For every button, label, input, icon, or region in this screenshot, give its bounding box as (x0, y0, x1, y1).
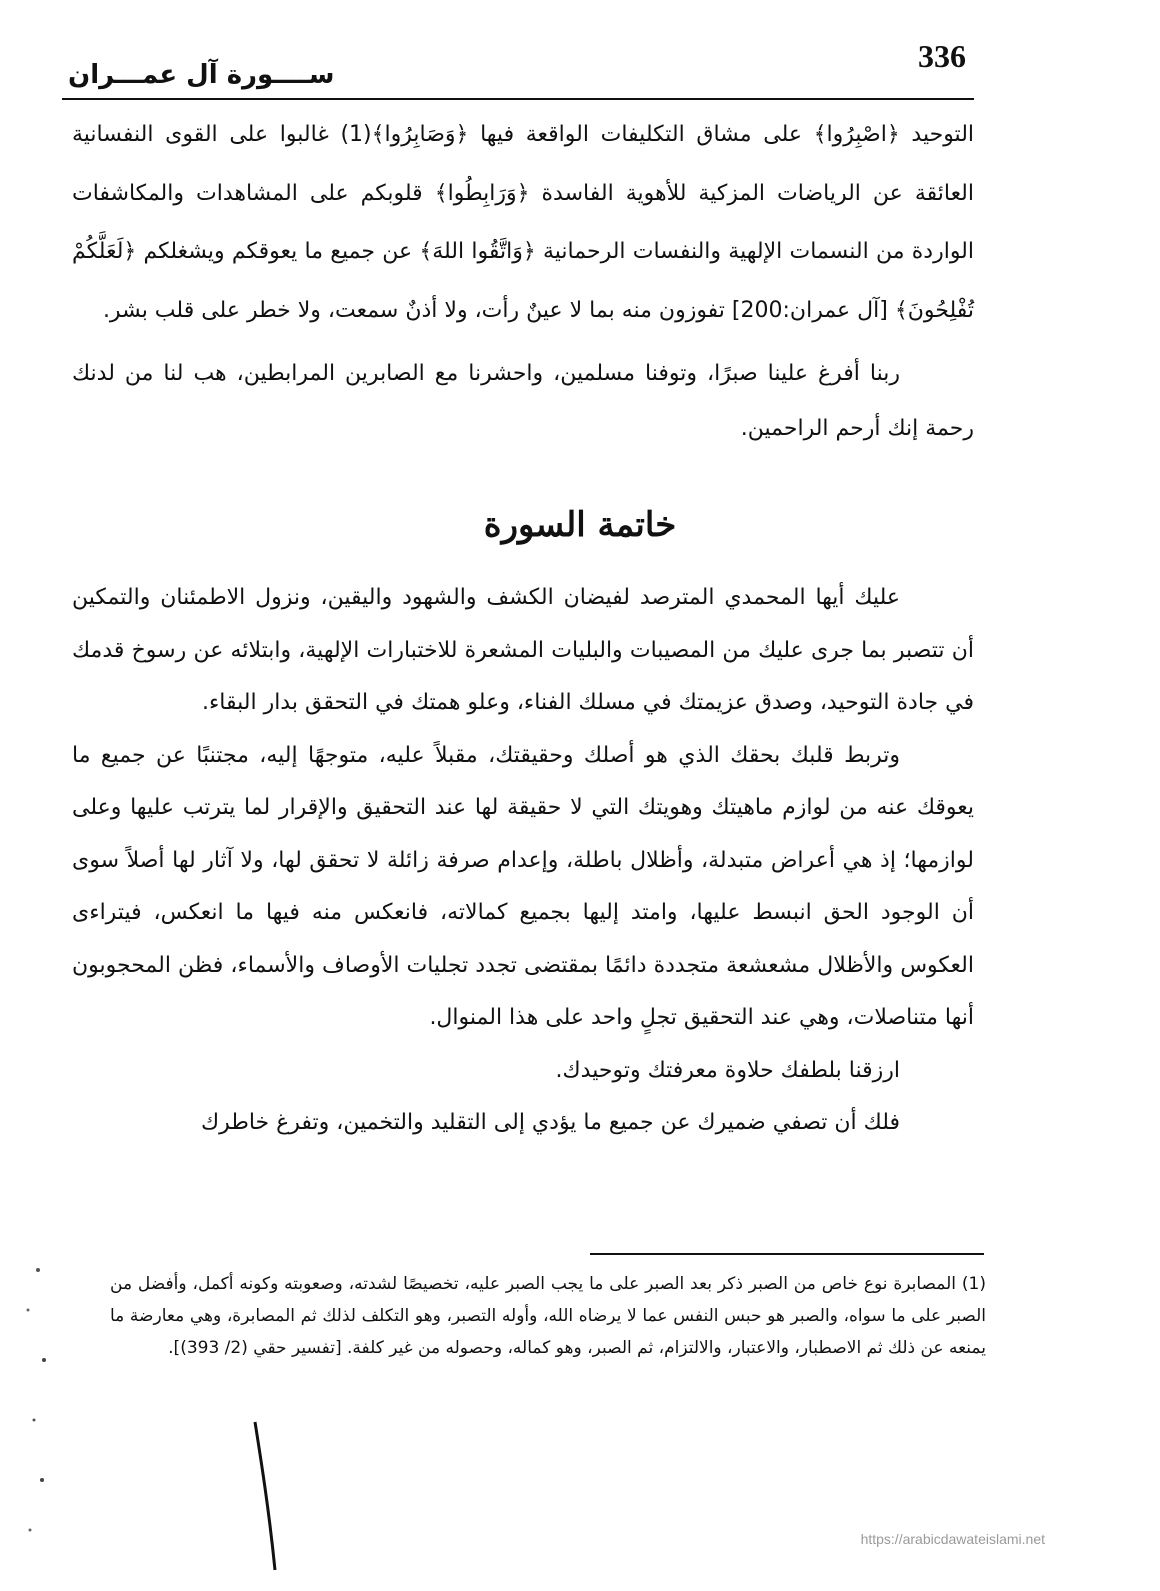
watermark-url: https://arabicdawateislami.net (860, 1531, 1045, 1547)
section-text (72, 572, 974, 1150)
pen-stroke-mark (235, 1420, 295, 1580)
page-number: 336 (918, 38, 966, 74)
footnote-divider (590, 1253, 984, 1255)
running-title: ســــورة آل عمـــران (68, 60, 335, 90)
paragraph: فلك أن تصفي ضميرك عن جميع ما يؤدي إلى التقليد والتخمين، وتفرغ خاطرك (201, 1110, 900, 1135)
paragraph: وتربط قلبك بحقك الذي هو أصلك وحقيقتك، مقبلاً عليه، متوجهًا إليه، مجتنبًا عن جميع ما يعوقك عنه من لوازم ماهيتك وهويتك التي لا حقيقة لها عند التحقيق والإقرار لما يترتب عليها وعلى لوازمها؛ إذ هي أعراض متبدلة، وأظلال باطلة، وإعدام صرفة زائلة لا تحقق لها، ولا آثار لها أصلاً سوى أن الوجود الحق انبسط عليها، وامتد إليها بجميع كمالاته، فانعكس منه فيها ما انعكس، فيتراءى العكوس والأظلال مشعشعة متجددة دائمًا بمقتضى تجدد تجليات الأوصاف والأسماء، فظن المحجوبون أنها متناصلات، وهي عند التحقيق تجلٍ واحد على هذا المنوال. (72, 742, 974, 1030)
section-heading: خاتمة السورة (483, 505, 677, 545)
footnote-text: (1) المصابرة نوع خاص من الصبر ذكر بعد الصبر على ما يجب الصبر عليه، تخصيصًا لشدته، وصعوبته وكونه أكمل، وأفضل من الصبر على ما سواه، والصبر هو حبس النفس عما لا يرضاه الله، وأوله التصبر، وهو التكلف لذلك ثم المصابرة، وهي معارضة ما يمنعه عن ذلك ثم الاصطبار، والاعتبار، والالتزام، ثم الصبر، وهو كماله، وحصوله من غير كلفة. [تفسير حقي (2/ 393)]. (110, 1274, 986, 1358)
page-header (62, 34, 974, 100)
scan-edge-noise (16, 1250, 56, 1550)
prayer-paragraph: ارزقنا بلطفك حلاوة معرفتك وتوحيدك. (555, 1057, 900, 1083)
footnote (110, 1268, 986, 1364)
paragraph: التوحيد ﴿اصْبِرُوا﴾ على مشاق التكليفات الواقعة فيها ﴿وَصَابِرُوا﴾(1) غالبوا على القوى النفسانية العائقة عن الرياضات المزكية للأهوية الفاسدة ﴿وَرَابِطُوا﴾ قلوبكم على المشاهدات والمكاشفات الواردة من النسمات الإلهية والنفسات الرحمانية ﴿وَاتَّقُوا اللهَ﴾ عن جميع ما يعوقكم ويشغلكم ﴿لَعَلَّكُمْ تُفْلِحُونَ﴾ [آل عمران:200] تفوزون منه بما لا عينٌ رأت، ولا أذنٌ سمعت، ولا خطر على قلب بشر. (72, 122, 975, 323)
paragraph: عليك أيها المحمدي المترصد لفيضان الكشف والشهود واليقين، ونزول الاطمئنان والتمكين أن تتصبر بما جرى عليك من المصيبات والبليات المشعرة للاختبارات الإلهية، وابتلائه عن رسوخ قدمك في جادة التوحيد، وصدق عزيمتك في مسلك الفناء، وعلو همتك في التحقق بدار البقاء. (72, 585, 974, 715)
main-text (72, 106, 974, 456)
prayer-paragraph: ربنا أفرغ علينا صبرًا، وتوفنا مسلمين، واحشرنا مع الصابرين المرابطين، هب لنا من لدنك رحمة إنك أرحم الراحمين. (72, 361, 974, 441)
